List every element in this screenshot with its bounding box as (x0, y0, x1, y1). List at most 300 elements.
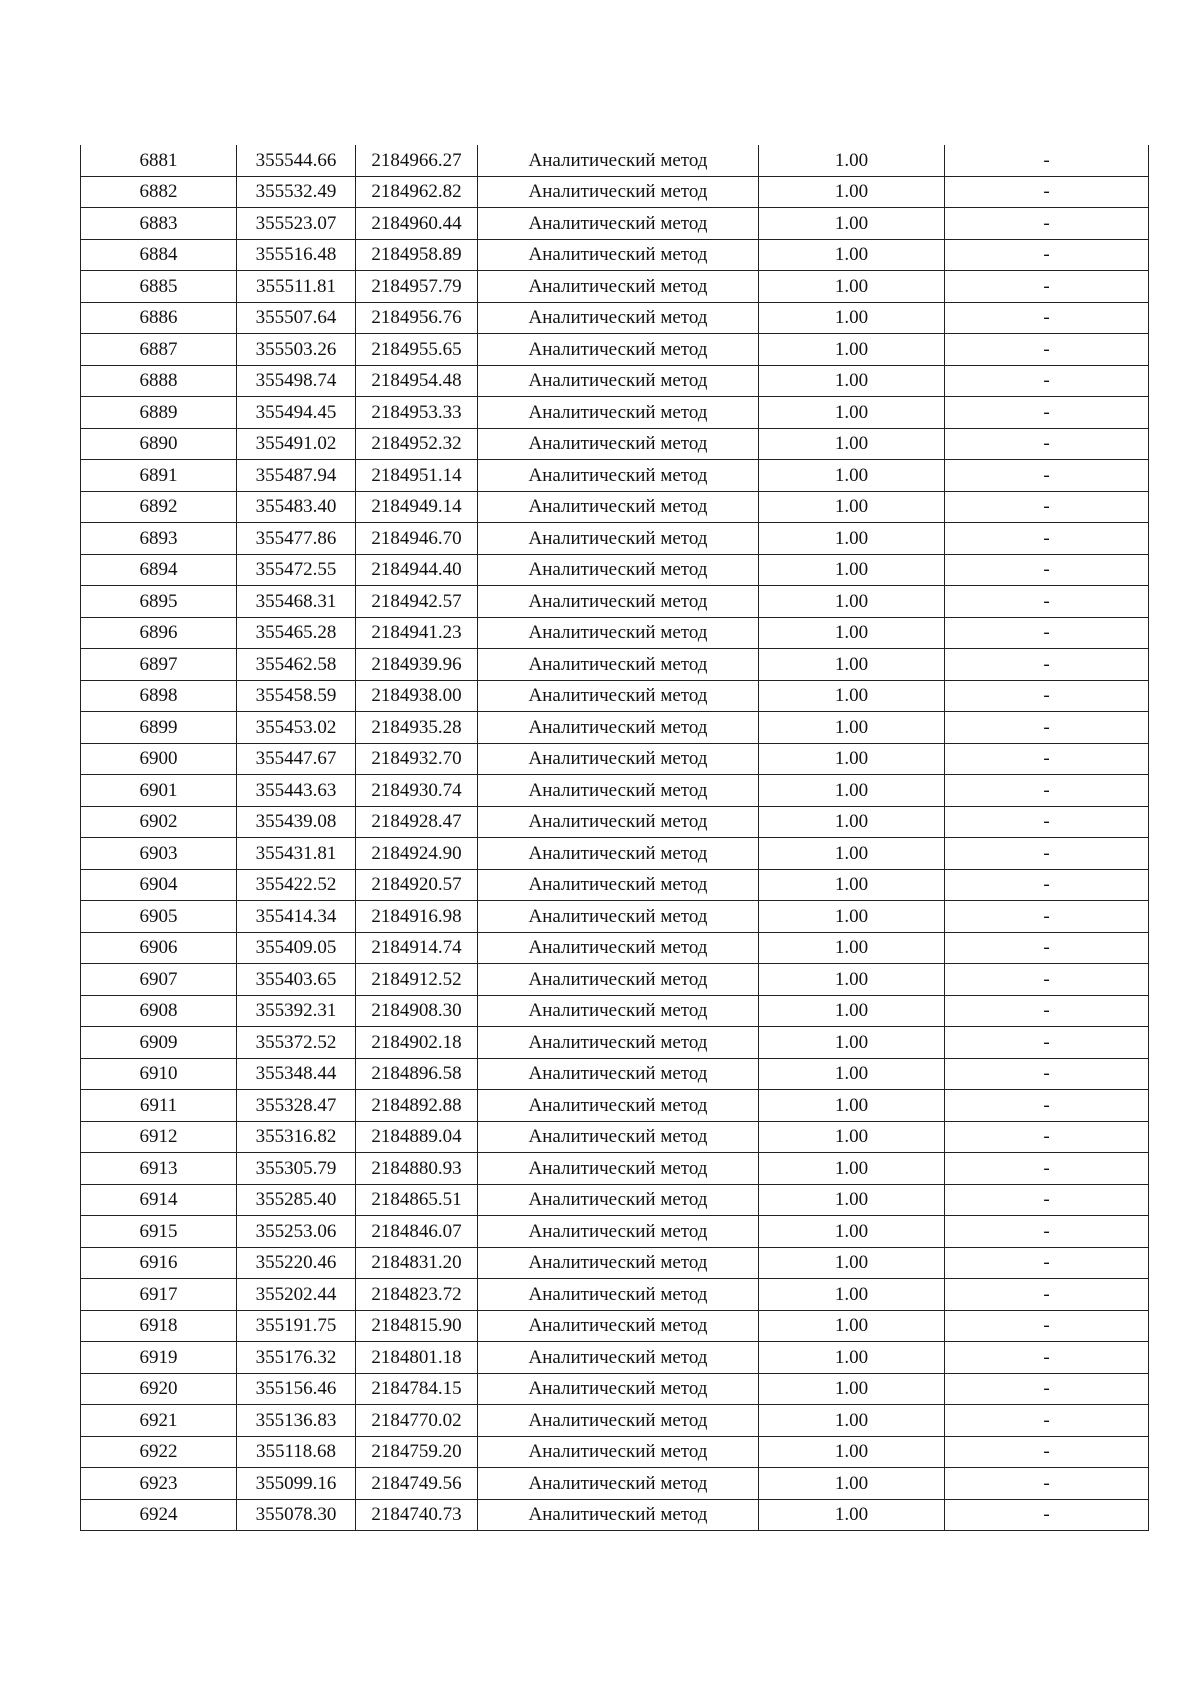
description-cell: - (945, 806, 1149, 838)
y-coordinate-cell: 2184953.33 (356, 397, 478, 429)
description-cell: - (945, 838, 1149, 870)
x-coordinate-cell: 355099.16 (237, 1468, 356, 1500)
point-number-cell: 6916 (81, 1247, 237, 1279)
method-cell: Аналитический метод (478, 176, 759, 208)
x-coordinate-cell: 355511.81 (237, 271, 356, 303)
point-number-cell: 6885 (81, 271, 237, 303)
accuracy-cell: 1.00 (759, 806, 945, 838)
table-row (81, 649, 1149, 681)
description-cell: - (945, 491, 1149, 523)
y-coordinate-cell: 2184846.07 (356, 1216, 478, 1248)
accuracy-cell: 1.00 (759, 1027, 945, 1059)
x-coordinate-cell: 355532.49 (237, 176, 356, 208)
x-coordinate-cell: 355544.66 (237, 145, 356, 176)
method-cell: Аналитический метод (478, 586, 759, 618)
y-coordinate-cell: 2184942.57 (356, 586, 478, 618)
x-coordinate-cell: 355220.46 (237, 1247, 356, 1279)
x-coordinate-cell: 355503.26 (237, 334, 356, 366)
x-coordinate-cell: 355443.63 (237, 775, 356, 807)
table-row (81, 1468, 1149, 1500)
y-coordinate-cell: 2184865.51 (356, 1184, 478, 1216)
description-cell: - (945, 1216, 1149, 1248)
accuracy-cell: 1.00 (759, 775, 945, 807)
x-coordinate-cell: 355468.31 (237, 586, 356, 618)
method-cell: Аналитический метод (478, 743, 759, 775)
x-coordinate-cell: 355523.07 (237, 208, 356, 240)
point-number-cell: 6902 (81, 806, 237, 838)
y-coordinate-cell: 2184902.18 (356, 1027, 478, 1059)
point-number-cell: 6893 (81, 523, 237, 555)
method-cell: Аналитический метод (478, 1310, 759, 1342)
y-coordinate-cell: 2184956.76 (356, 302, 478, 334)
description-cell: - (945, 1436, 1149, 1468)
y-coordinate-cell: 2184930.74 (356, 775, 478, 807)
description-cell: - (945, 1373, 1149, 1405)
x-coordinate-cell: 355202.44 (237, 1279, 356, 1311)
method-cell: Аналитический метод (478, 334, 759, 366)
accuracy-cell: 1.00 (759, 271, 945, 303)
point-number-cell: 6914 (81, 1184, 237, 1216)
y-coordinate-cell: 2184966.27 (356, 145, 478, 176)
description-cell: - (945, 460, 1149, 492)
description-cell: - (945, 932, 1149, 964)
table-row (81, 1090, 1149, 1122)
x-coordinate-cell: 355403.65 (237, 964, 356, 996)
method-cell: Аналитический метод (478, 1342, 759, 1374)
accuracy-cell: 1.00 (759, 460, 945, 492)
accuracy-cell: 1.00 (759, 1090, 945, 1122)
accuracy-cell: 1.00 (759, 491, 945, 523)
y-coordinate-cell: 2184896.58 (356, 1058, 478, 1090)
y-coordinate-cell: 2184946.70 (356, 523, 478, 555)
method-cell: Аналитический метод (478, 1216, 759, 1248)
y-coordinate-cell: 2184944.40 (356, 554, 478, 586)
point-number-cell: 6923 (81, 1468, 237, 1500)
method-cell: Аналитический метод (478, 1405, 759, 1437)
table-row (81, 1153, 1149, 1185)
description-cell: - (945, 1310, 1149, 1342)
x-coordinate-cell: 355483.40 (237, 491, 356, 523)
point-number-cell: 6896 (81, 617, 237, 649)
method-cell: Аналитический метод (478, 145, 759, 176)
y-coordinate-cell: 2184749.56 (356, 1468, 478, 1500)
y-coordinate-cell: 2184952.32 (356, 428, 478, 460)
description-cell: - (945, 1184, 1149, 1216)
point-number-cell: 6920 (81, 1373, 237, 1405)
x-coordinate-cell: 355447.67 (237, 743, 356, 775)
description-cell: - (945, 712, 1149, 744)
table-row (81, 617, 1149, 649)
description-cell: - (945, 1027, 1149, 1059)
x-coordinate-cell: 355491.02 (237, 428, 356, 460)
accuracy-cell: 1.00 (759, 554, 945, 586)
method-cell: Аналитический метод (478, 1279, 759, 1311)
y-coordinate-cell: 2184892.88 (356, 1090, 478, 1122)
point-number-cell: 6913 (81, 1153, 237, 1185)
method-cell: Аналитический метод (478, 491, 759, 523)
table-row (81, 1405, 1149, 1437)
accuracy-cell: 1.00 (759, 712, 945, 744)
point-number-cell: 6912 (81, 1121, 237, 1153)
x-coordinate-cell: 355498.74 (237, 365, 356, 397)
point-number-cell: 6890 (81, 428, 237, 460)
method-cell: Аналитический метод (478, 208, 759, 240)
table-row (81, 932, 1149, 964)
description-cell: - (945, 649, 1149, 681)
accuracy-cell: 1.00 (759, 680, 945, 712)
x-coordinate-cell: 355453.02 (237, 712, 356, 744)
method-cell: Аналитический метод (478, 712, 759, 744)
table-row (81, 145, 1149, 176)
table-row (81, 806, 1149, 838)
description-cell: - (945, 271, 1149, 303)
method-cell: Аналитический метод (478, 1058, 759, 1090)
point-number-cell: 6903 (81, 838, 237, 870)
x-coordinate-cell: 355439.08 (237, 806, 356, 838)
accuracy-cell: 1.00 (759, 932, 945, 964)
accuracy-cell: 1.00 (759, 239, 945, 271)
point-number-cell: 6918 (81, 1310, 237, 1342)
x-coordinate-cell: 355328.47 (237, 1090, 356, 1122)
table-row (81, 775, 1149, 807)
y-coordinate-cell: 2184912.52 (356, 964, 478, 996)
x-coordinate-cell: 355487.94 (237, 460, 356, 492)
accuracy-cell: 1.00 (759, 838, 945, 870)
description-cell: - (945, 1090, 1149, 1122)
x-coordinate-cell: 355305.79 (237, 1153, 356, 1185)
y-coordinate-cell: 2184939.96 (356, 649, 478, 681)
accuracy-cell: 1.00 (759, 365, 945, 397)
accuracy-cell: 1.00 (759, 649, 945, 681)
table-row (81, 743, 1149, 775)
method-cell: Аналитический метод (478, 554, 759, 586)
table-row (81, 680, 1149, 712)
accuracy-cell: 1.00 (759, 1184, 945, 1216)
point-number-cell: 6910 (81, 1058, 237, 1090)
method-cell: Аналитический метод (478, 617, 759, 649)
description-cell: - (945, 208, 1149, 240)
method-cell: Аналитический метод (478, 901, 759, 933)
table-row (81, 460, 1149, 492)
accuracy-cell: 1.00 (759, 1373, 945, 1405)
y-coordinate-cell: 2184831.20 (356, 1247, 478, 1279)
point-number-cell: 6900 (81, 743, 237, 775)
accuracy-cell: 1.00 (759, 334, 945, 366)
table-row (81, 554, 1149, 586)
method-cell: Аналитический метод (478, 1027, 759, 1059)
y-coordinate-cell: 2184889.04 (356, 1121, 478, 1153)
y-coordinate-cell: 2184916.98 (356, 901, 478, 933)
point-number-cell: 6904 (81, 869, 237, 901)
description-cell: - (945, 680, 1149, 712)
point-number-cell: 6897 (81, 649, 237, 681)
description-cell: - (945, 901, 1149, 933)
y-coordinate-cell: 2184770.02 (356, 1405, 478, 1437)
x-coordinate-cell: 355253.06 (237, 1216, 356, 1248)
y-coordinate-cell: 2184958.89 (356, 239, 478, 271)
x-coordinate-cell: 355191.75 (237, 1310, 356, 1342)
x-coordinate-cell: 355507.64 (237, 302, 356, 334)
x-coordinate-cell: 355422.52 (237, 869, 356, 901)
point-number-cell: 6889 (81, 397, 237, 429)
accuracy-cell: 1.00 (759, 1058, 945, 1090)
point-number-cell: 6892 (81, 491, 237, 523)
y-coordinate-cell: 2184823.72 (356, 1279, 478, 1311)
table-row (81, 365, 1149, 397)
accuracy-cell: 1.00 (759, 586, 945, 618)
point-number-cell: 6906 (81, 932, 237, 964)
description-cell: - (945, 964, 1149, 996)
method-cell: Аналитический метод (478, 1247, 759, 1279)
description-cell: - (945, 523, 1149, 555)
table-row (81, 1027, 1149, 1059)
y-coordinate-cell: 2184914.74 (356, 932, 478, 964)
point-number-cell: 6894 (81, 554, 237, 586)
y-coordinate-cell: 2184815.90 (356, 1310, 478, 1342)
x-coordinate-cell: 355462.58 (237, 649, 356, 681)
method-cell: Аналитический метод (478, 1184, 759, 1216)
table-row (81, 523, 1149, 555)
method-cell: Аналитический метод (478, 806, 759, 838)
description-cell: - (945, 145, 1149, 176)
description-cell: - (945, 334, 1149, 366)
table-row (81, 1058, 1149, 1090)
table-row (81, 302, 1149, 334)
method-cell: Аналитический метод (478, 964, 759, 996)
accuracy-cell: 1.00 (759, 1436, 945, 1468)
description-cell: - (945, 554, 1149, 586)
point-number-cell: 6905 (81, 901, 237, 933)
table-row (81, 1373, 1149, 1405)
method-cell: Аналитический метод (478, 460, 759, 492)
description-cell: - (945, 586, 1149, 618)
method-cell: Аналитический метод (478, 680, 759, 712)
accuracy-cell: 1.00 (759, 523, 945, 555)
accuracy-cell: 1.00 (759, 743, 945, 775)
table-row (81, 491, 1149, 523)
accuracy-cell: 1.00 (759, 1468, 945, 1500)
y-coordinate-cell: 2184908.30 (356, 995, 478, 1027)
y-coordinate-cell: 2184801.18 (356, 1342, 478, 1374)
method-cell: Аналитический метод (478, 775, 759, 807)
accuracy-cell: 1.00 (759, 995, 945, 1027)
x-coordinate-cell: 355156.46 (237, 1373, 356, 1405)
accuracy-cell: 1.00 (759, 1405, 945, 1437)
y-coordinate-cell: 2184759.20 (356, 1436, 478, 1468)
coordinates-table (80, 145, 1149, 1531)
x-coordinate-cell: 355176.32 (237, 1342, 356, 1374)
description-cell: - (945, 428, 1149, 460)
point-number-cell: 6898 (81, 680, 237, 712)
x-coordinate-cell: 355516.48 (237, 239, 356, 271)
description-cell: - (945, 1279, 1149, 1311)
method-cell: Аналитический метод (478, 1436, 759, 1468)
x-coordinate-cell: 355458.59 (237, 680, 356, 712)
table-row (81, 334, 1149, 366)
y-coordinate-cell: 2184924.90 (356, 838, 478, 870)
x-coordinate-cell: 355494.45 (237, 397, 356, 429)
description-cell: - (945, 239, 1149, 271)
x-coordinate-cell: 355118.68 (237, 1436, 356, 1468)
method-cell: Аналитический метод (478, 271, 759, 303)
table-row (81, 239, 1149, 271)
accuracy-cell: 1.00 (759, 176, 945, 208)
point-number-cell: 6883 (81, 208, 237, 240)
accuracy-cell: 1.00 (759, 1121, 945, 1153)
point-number-cell: 6915 (81, 1216, 237, 1248)
method-cell: Аналитический метод (478, 1373, 759, 1405)
point-number-cell: 6882 (81, 176, 237, 208)
point-number-cell: 6899 (81, 712, 237, 744)
method-cell: Аналитический метод (478, 1468, 759, 1500)
accuracy-cell: 1.00 (759, 1279, 945, 1311)
description-cell: - (945, 743, 1149, 775)
point-number-cell: 6922 (81, 1436, 237, 1468)
y-coordinate-cell: 2184957.79 (356, 271, 478, 303)
x-coordinate-cell: 355078.30 (237, 1499, 356, 1531)
table-row (81, 1121, 1149, 1153)
description-cell: - (945, 869, 1149, 901)
point-number-cell: 6907 (81, 964, 237, 996)
accuracy-cell: 1.00 (759, 428, 945, 460)
method-cell: Аналитический метод (478, 239, 759, 271)
y-coordinate-cell: 2184941.23 (356, 617, 478, 649)
x-coordinate-cell: 355472.55 (237, 554, 356, 586)
point-number-cell: 6924 (81, 1499, 237, 1531)
point-number-cell: 6901 (81, 775, 237, 807)
table-row (81, 901, 1149, 933)
description-cell: - (945, 397, 1149, 429)
table-row (81, 1184, 1149, 1216)
x-coordinate-cell: 355348.44 (237, 1058, 356, 1090)
accuracy-cell: 1.00 (759, 1216, 945, 1248)
accuracy-cell: 1.00 (759, 208, 945, 240)
method-cell: Аналитический метод (478, 1499, 759, 1531)
method-cell: Аналитический метод (478, 932, 759, 964)
table-row (81, 176, 1149, 208)
description-cell: - (945, 1342, 1149, 1374)
accuracy-cell: 1.00 (759, 1342, 945, 1374)
table-row (81, 1216, 1149, 1248)
method-cell: Аналитический метод (478, 1153, 759, 1185)
description-cell: - (945, 1121, 1149, 1153)
accuracy-cell: 1.00 (759, 1499, 945, 1531)
y-coordinate-cell: 2184938.00 (356, 680, 478, 712)
y-coordinate-cell: 2184928.47 (356, 806, 478, 838)
point-number-cell: 6884 (81, 239, 237, 271)
x-coordinate-cell: 355285.40 (237, 1184, 356, 1216)
table-row (81, 1436, 1149, 1468)
y-coordinate-cell: 2184932.70 (356, 743, 478, 775)
description-cell: - (945, 365, 1149, 397)
table-row (81, 838, 1149, 870)
accuracy-cell: 1.00 (759, 901, 945, 933)
description-cell: - (945, 1058, 1149, 1090)
x-coordinate-cell: 355431.81 (237, 838, 356, 870)
table-row (81, 428, 1149, 460)
table-row (81, 1310, 1149, 1342)
description-cell: - (945, 302, 1149, 334)
y-coordinate-cell: 2184935.28 (356, 712, 478, 744)
point-number-cell: 6881 (81, 145, 237, 176)
x-coordinate-cell: 355477.86 (237, 523, 356, 555)
method-cell: Аналитический метод (478, 428, 759, 460)
y-coordinate-cell: 2184880.93 (356, 1153, 478, 1185)
method-cell: Аналитический метод (478, 365, 759, 397)
x-coordinate-cell: 355409.05 (237, 932, 356, 964)
accuracy-cell: 1.00 (759, 145, 945, 176)
y-coordinate-cell: 2184951.14 (356, 460, 478, 492)
y-coordinate-cell: 2184949.14 (356, 491, 478, 523)
table-row (81, 712, 1149, 744)
method-cell: Аналитический метод (478, 1121, 759, 1153)
accuracy-cell: 1.00 (759, 869, 945, 901)
y-coordinate-cell: 2184960.44 (356, 208, 478, 240)
accuracy-cell: 1.00 (759, 1153, 945, 1185)
coordinates-table-body (81, 145, 1149, 1531)
point-number-cell: 6886 (81, 302, 237, 334)
description-cell: - (945, 617, 1149, 649)
x-coordinate-cell: 355414.34 (237, 901, 356, 933)
y-coordinate-cell: 2184955.65 (356, 334, 478, 366)
table-row (81, 397, 1149, 429)
description-cell: - (945, 775, 1149, 807)
x-coordinate-cell: 355372.52 (237, 1027, 356, 1059)
table-row (81, 995, 1149, 1027)
point-number-cell: 6919 (81, 1342, 237, 1374)
method-cell: Аналитический метод (478, 302, 759, 334)
point-number-cell: 6888 (81, 365, 237, 397)
x-coordinate-cell: 355392.31 (237, 995, 356, 1027)
description-cell: - (945, 1405, 1149, 1437)
point-number-cell: 6917 (81, 1279, 237, 1311)
point-number-cell: 6891 (81, 460, 237, 492)
table-row (81, 1342, 1149, 1374)
point-number-cell: 6908 (81, 995, 237, 1027)
method-cell: Аналитический метод (478, 649, 759, 681)
method-cell: Аналитический метод (478, 1090, 759, 1122)
table-row (81, 271, 1149, 303)
y-coordinate-cell: 2184784.15 (356, 1373, 478, 1405)
point-number-cell: 6921 (81, 1405, 237, 1437)
y-coordinate-cell: 2184740.73 (356, 1499, 478, 1531)
y-coordinate-cell: 2184920.57 (356, 869, 478, 901)
accuracy-cell: 1.00 (759, 397, 945, 429)
x-coordinate-cell: 355465.28 (237, 617, 356, 649)
table-row (81, 964, 1149, 996)
table-row (81, 586, 1149, 618)
description-cell: - (945, 1247, 1149, 1279)
accuracy-cell: 1.00 (759, 964, 945, 996)
description-cell: - (945, 1499, 1149, 1531)
table-row (81, 1279, 1149, 1311)
description-cell: - (945, 1468, 1149, 1500)
method-cell: Аналитический метод (478, 523, 759, 555)
x-coordinate-cell: 355316.82 (237, 1121, 356, 1153)
point-number-cell: 6895 (81, 586, 237, 618)
table-row (81, 1247, 1149, 1279)
method-cell: Аналитический метод (478, 869, 759, 901)
method-cell: Аналитический метод (478, 397, 759, 429)
table-row (81, 208, 1149, 240)
accuracy-cell: 1.00 (759, 1247, 945, 1279)
y-coordinate-cell: 2184954.48 (356, 365, 478, 397)
table-row (81, 869, 1149, 901)
point-number-cell: 6909 (81, 1027, 237, 1059)
x-coordinate-cell: 355136.83 (237, 1405, 356, 1437)
accuracy-cell: 1.00 (759, 302, 945, 334)
table-row (81, 1499, 1149, 1531)
